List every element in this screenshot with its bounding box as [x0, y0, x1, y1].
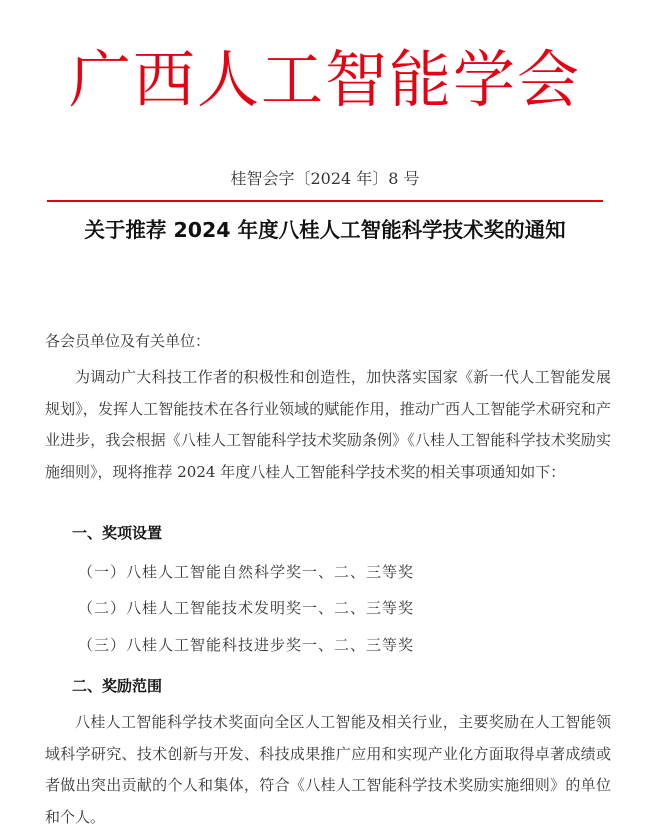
section-heading-awards: 一、奖项设置 [72, 524, 163, 542]
salutation: 各会员单位及有关单位： [45, 332, 211, 350]
intro-paragraph: 为调动广大科技工作者的积极性和创造性，加快落实国家《新一代人工智能发展规划》，发挥人工智能技术在各行业领域的赋能作用，推动广西人工智能学术研究和产业进步，我会根据《八桂人工智能科学技术奖励条例》《八桂人工智能科学技术奖励实施细则》，现将推荐 2024 年度八桂人工智能科学技术奖的相关事项通知如下： [45, 368, 611, 481]
award-item-natural-science: （一）八桂人工智能自然科学奖一、二、三等奖 [78, 563, 415, 581]
award-item-tech-progress: （三）八桂人工智能科技进步奖一、二、三等奖 [78, 636, 415, 654]
scope-paragraph: 八桂人工智能科学技术奖面向全区人工智能及相关行业，主要奖励在人工智能领域科学研究、技术创新与开发、科技成果推广应用和实现产业化方面取得卓著成绩或者做出突出贡献的个人和集体，符合《八桂人工智能科学技术奖励实施细则》的单位和个人。 [45, 713, 611, 826]
notice-title: 关于推荐 2024 年度八桂人工智能科学技术奖的通知 [84, 218, 566, 242]
award-item-technical-invention: （二）八桂人工智能技术发明奖一、二、三等奖 [78, 599, 415, 617]
document-number: 桂智会字〔2024 年〕8 号 [230, 169, 420, 188]
organization-letterhead: 广西人工智能学会 [68, 43, 581, 116]
red-divider-line [47, 200, 603, 202]
section-heading-scope: 二、奖励范围 [72, 677, 163, 695]
